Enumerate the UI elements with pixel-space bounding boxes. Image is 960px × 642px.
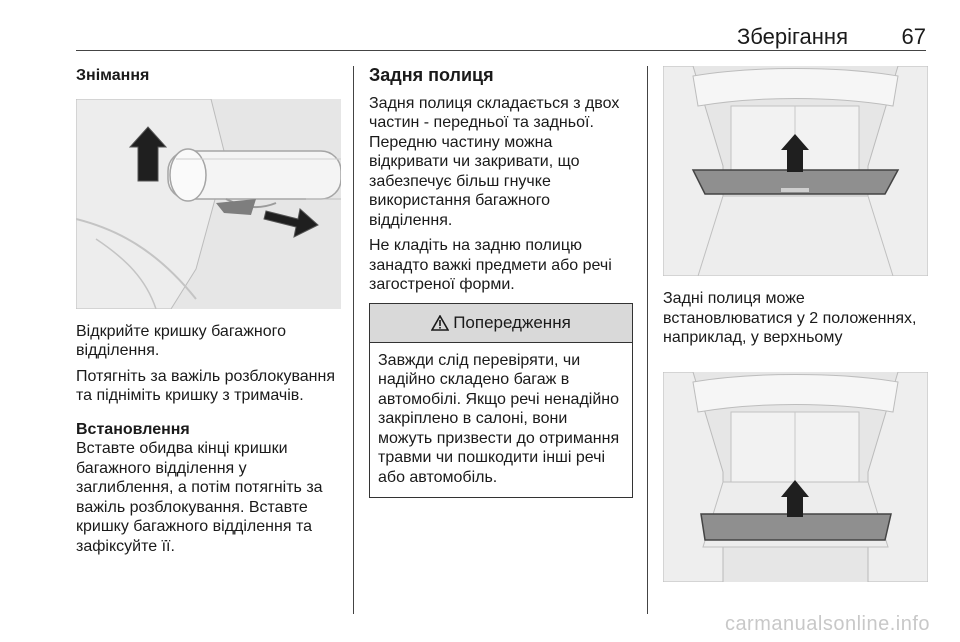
column-middle [369, 66, 634, 498]
warning-box [369, 303, 633, 499]
warning-header [370, 304, 632, 343]
paragraph: Задня полиця складається з двох частин - передньої та задньої. Передню частину можна відкривати чи закривати, що забезпечує більш гнучке використання багажного відділення. [369, 94, 620, 229]
column-divider [647, 66, 648, 614]
subheading-installation: Встановлення [76, 420, 190, 438]
subheading-removal: Знімання [76, 67, 150, 84]
page-number: 67 [901, 24, 926, 49]
warning-text: Завжди слід перевіряти, чи надійно складено багаж в автомобілі. Якщо речі ненадійно закріплено в салоні, вони можуть призвести до отримання травми чи пошкодити інші речі або автомобіль. [378, 351, 620, 486]
column-right [663, 66, 928, 582]
header-title: Зберігання [737, 24, 848, 49]
section-heading: Задня полиця [369, 65, 494, 85]
column-left [76, 66, 341, 556]
header-rule [76, 50, 926, 51]
illustration-shelf-lower [663, 66, 928, 276]
column-divider [353, 66, 354, 614]
paragraph: Вставте обидва кінці кришки багажного відділення у заглиблення, а потім потягніть за важіль розблокування. Вставте кришку багажного відділення та зафіксуйте її. [76, 440, 323, 555]
paragraph: Потягніть за важіль розблокування та підніміть кришку з тримачів. [76, 367, 336, 404]
trunk-shelf-drawing [663, 66, 928, 276]
paragraph: Не кладіть на задню полицю занадто важкі предмети або речі загостреної форми. [369, 237, 612, 293]
trunk-shelf-drawing [663, 372, 928, 582]
illustration-shelf-upper [663, 372, 928, 582]
caption: Задні полиця може встановлюватися у 2 положеннях, наприклад, у верхньому [663, 290, 917, 346]
warning-icon [431, 315, 449, 331]
page-header [76, 0, 926, 52]
watermark: carmanualsonline.info [724, 613, 930, 635]
warning-title: Попередження [453, 312, 571, 332]
illustration-cover-removal [76, 99, 341, 309]
cover-removal-drawing [76, 99, 341, 309]
paragraph: Відкрийте кришку багажного відділення. [76, 322, 287, 359]
